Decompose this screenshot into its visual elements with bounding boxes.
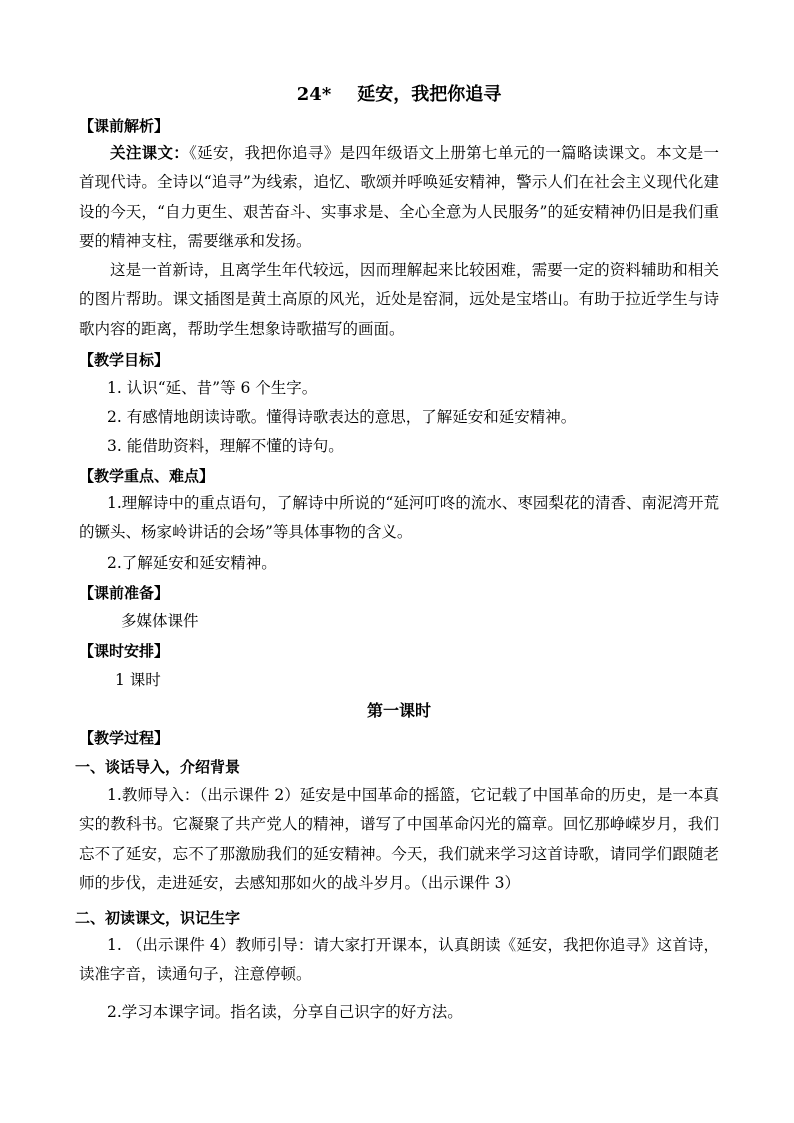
process-heading: 【教学过程】 — [79, 729, 170, 747]
key-point-2: 2.了解延安和延安精神。 — [107, 554, 277, 572]
preparation-text: 多媒体课件 — [121, 612, 199, 630]
goal-item-2: 2. 有感情地朗读诗歌。懂得诗歌表达的意思，了解延安和延安精神。 — [107, 408, 577, 426]
pre-analysis-heading: 【课前解析】 — [79, 117, 170, 135]
title-number: 24* — [296, 84, 332, 105]
preparation-heading: 【课前准备】 — [79, 584, 170, 602]
title-text: 延安，我把你追寻 — [357, 84, 502, 105]
key-points-heading: 【教学重点、难点】 — [79, 467, 215, 485]
goals-heading: 【教学目标】 — [79, 351, 170, 369]
goal-item-3: 3. 能借助资料，理解不懂的诗句。 — [107, 437, 344, 455]
focus-paragraph — [79, 139, 719, 256]
intro-paragraph-2: 这是一首新诗，且离学生年代较远，因而理解起来比较困难，需要一定的资料辅助和相关的图片帮助。课文插图是黄土高原的风光，近处是窑洞，远处是宝塔山。有助于拉近学生与诗歌内容的距离，帮助学生想象诗歌描写的画面。 — [79, 261, 719, 338]
part1-heading: 一、谈话导入，介绍背景 — [75, 758, 241, 776]
part2-heading: 二、初读课文，识记生字 — [75, 909, 241, 927]
schedule-text: 1 课时 — [115, 671, 161, 689]
focus-text: 《延安，我把你追寻》是四年级语文上册第七单元的一篇略读课文。本文是一首现代诗。全诗以“追寻”为线索，追忆、歌颂并呼唤延安精神，警示人们在社会主义现代化建设的今天，“自力更生、艰苦奋斗、实事求是、全心全意为人民服务”的延安精神仍旧是我们重要的精神支柱，需要继承和发扬。 — [79, 144, 719, 250]
part2-paragraph-2: 2.学习本课字词。指名读，分享自己识字的好方法。 — [107, 1003, 463, 1021]
part1-paragraph: 1.教师导入：（出示课件 2）延安是中国革命的摇篮，它记载了中国革命的历史，是一本真实的教科书。它凝聚了共产党人的精神，谱写了中国革命闪光的篇章。回忆那峥嵘岁月，我们忘不了延安，忘不了那激励我们的延安精神。今天，我们就来学习这首诗歌，请同学们跟随老师的步伐，走进延安，去感知那如火的战斗岁月。（出示课件 3） — [79, 786, 719, 892]
schedule-heading: 【课时安排】 — [79, 642, 170, 660]
key-point-1: 1.理解诗中的重点语句，了解诗中所说的“延河叮咚的流水、枣园梨花的清香、南泥湾开荒的镢头、杨家岭讲话的会场”等具体事物的含义。 — [79, 494, 719, 542]
focus-label: 关注课文： — [110, 144, 190, 162]
part2-paragraph-1: 1. （出示课件 4）教师引导：请大家打开课本，认真朗读《延安，我把你追寻》这首诗，读准字音，读通句子，注意停顿。 — [79, 936, 719, 984]
goal-item-1: 1. 认识“延、昔”等 6 个生字。 — [107, 379, 318, 397]
lesson-title: 第一课时 — [366, 701, 431, 720]
page-title — [79, 80, 719, 106]
